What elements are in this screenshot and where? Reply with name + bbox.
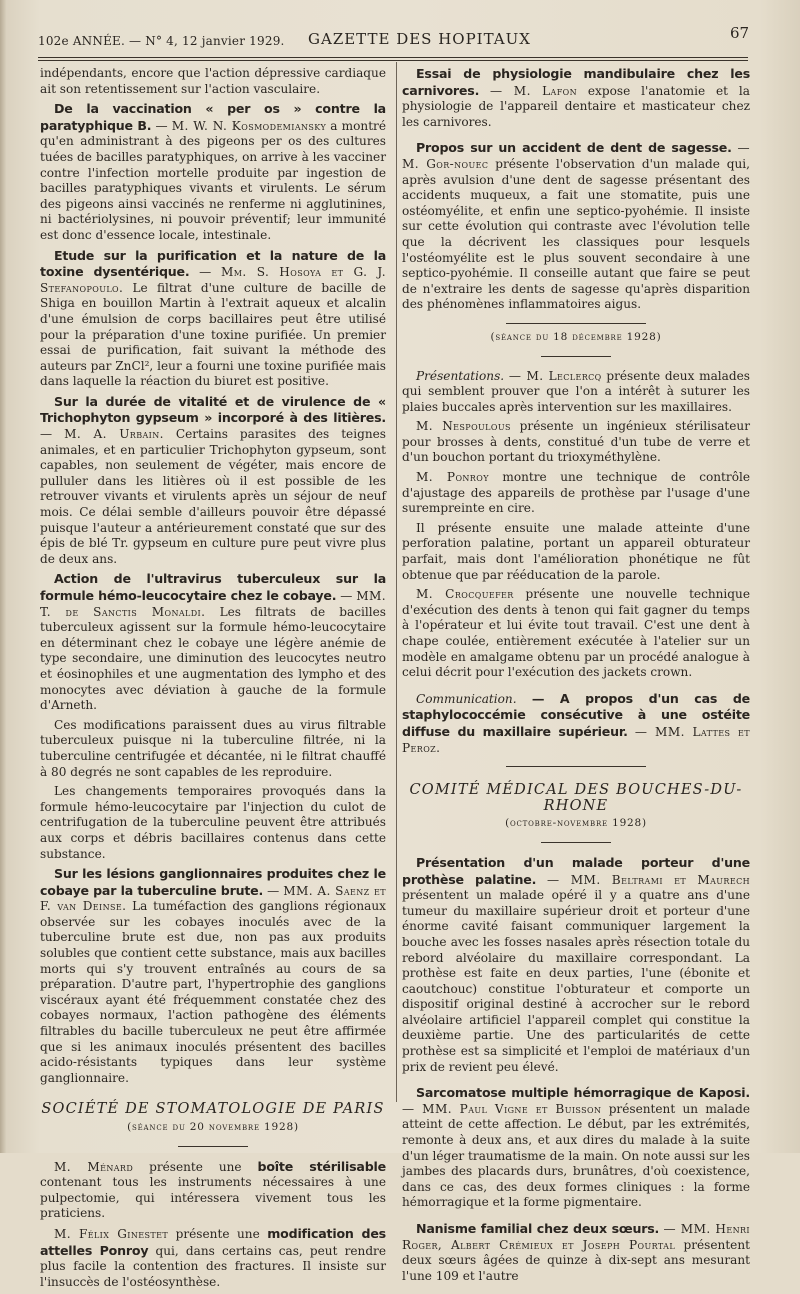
article-communication: [402, 691, 750, 756]
session-date: (séance du 18 décembre 1928): [490, 330, 662, 343]
page-number: 67: [730, 24, 750, 42]
society-heading: SOCIÉTÉ DE STOMATOLOGIE DE PARIS: [41, 1101, 385, 1118]
section-rule: [506, 323, 646, 324]
article-text: présente un ingénieux stérilisateur pour brosses à dents, constitué d'un tube de verre et d'un bouchon portant du trioxyméthylène.: [402, 419, 750, 465]
article-author: — MM. Henri Roger, Albert Crémieux et Joseph Pourtal: [402, 1222, 750, 1252]
article-text: Les filtrats de bacilles tuberculeux agissent sur la formule hémo-leucocytaire en déterminant chez le cobaye une légère anémie de type secondaire, une diminution des leucocytes neutro et éosinophiles et une augmentation des lympho et des monocytes avec déviation à gauche de la formule d'Arneth.: [40, 604, 386, 713]
article-author: M. A. Urbain.: [64, 427, 164, 442]
article-title: Nanisme familial chez deux sœurs.: [416, 1221, 660, 1236]
article-text: présente une: [149, 1159, 242, 1174]
article-author: M. W. N. Kosmodemiansky: [171, 118, 327, 133]
article-author: — MM. Paul Vigne et Buisson: [402, 1101, 602, 1116]
society-heading: COMITÉ MÉDICAL DES BOUCHES-DU-RHONE: [409, 782, 743, 814]
journal-title: GAZETTE DES HOPITAUX: [308, 30, 531, 48]
article-author: M. Ponroy: [416, 470, 489, 485]
article-text: qui, dans certains cas, peut rendre plus facile la contention des fractures. Il insiste sur l'insuccès de l'ostéosynthèse.: [40, 1243, 386, 1289]
article-kaposi: [402, 1085, 750, 1211]
article-attelles-ponroy: [40, 1226, 386, 1290]
article-dents-a-tenon: [402, 587, 750, 681]
section-rule: [541, 842, 611, 843]
article-nanisme: [402, 1221, 750, 1284]
paragraph-continuation: indépendants, encore que l'action dépressive cardiaque ait son retentissement sur l'action vasculaire.: [40, 66, 386, 96]
article-text: Certains parasites des teignes animales, et en particulier Trichophyton gypseum, sont capables, non seulement de végéter, mais encore de pulluler dans les litières où il est possible de les retrouver vivants et virulents après un séjour de neuf mois. Ce délai semble d'ailleurs pouvoir être dépassé puisque l'auteur a antérieurement constaté que sur des épis de blé Tr. gypseum en culture pure peut vivre plus de deux ans.: [40, 427, 386, 566]
article-title: Sarcomatose multiple hémorragique de Kaposi.: [416, 1085, 750, 1101]
article-text: présentent deux sœurs âgées de quinze à dix-sept ans mesurant l'une 109 et l'autre: [402, 1237, 750, 1283]
article-text: a montré qu'en administrant à des pigeons per os des cultures tuées de bacilles paratyphiques, on arrive à les vacciner contre l'infection mortelle produite par ingestion de bacilles paratyphiques vivants et virulents. Le sérum des pigeons ainsi vaccinés ne renferme ni agglutinines, ni bactériolysines, ni pouvoir préventif; leur immunité est donc d'essence locale, intestinale.: [40, 118, 386, 242]
article-author: Mm. S. Hosoya et G. J. Stefanopoulo.: [40, 265, 386, 295]
article-title: Sur les lésions ganglionnaires produites chez le cobaye par la tuberculine brute.: [40, 866, 386, 898]
article-paragraph: Il présente ensuite une malade atteinte d'une perforation palatine, portant un appareil obturateur parfait, mais dont l'amélioration phonétique ne fût obtenue que par rééducation de la parole.: [402, 520, 750, 582]
article-author: — MM. Beltrami et Maurech: [547, 872, 750, 887]
right-column: [402, 66, 750, 1288]
section-rule: [541, 356, 611, 357]
article-author: M. Félix Ginestet: [54, 1226, 169, 1241]
article-text: présente une nouvelle technique d'exécution des dents à tenon qui fait gagner du temps à l'opérateur et lui évite tout travail. C'est une dent à chape coulée, entièrement exécutée à l'atelier sur un modèle en amalgame obtenu par un procédé analogue à celui décrit pour l'exécution des jackets crown.: [402, 587, 750, 680]
article-boite-sterilisable: [40, 1159, 386, 1222]
article-ultravirus: Action de l'ultravirus tuberculeux sur la formule hémo-leucocytaire chez le cobaye. — MM. T. de Sanctis Monaldi. Les filtrats de bacilles tuberculeux agissent sur la formule hémo-leucocytaire en déterminant chez le cobaye une légère anémie de type secondaire, une diminution des leucocytes neutro et éosinophiles et une augmentation des lympho et des monocytes avec déviation à gauche de la formule d'Arneth.: [40, 571, 386, 713]
article-presentations: [402, 369, 750, 416]
page-header: [38, 18, 748, 54]
article-title: Propos sur un accident de dent de sagesse.: [416, 140, 732, 156]
article-text: présentent un malade atteint de cette affection. Le début, par les extrémités, remonte à deux ans, et aux dires du malade à la suite d'un léger traumatisme de la main. On note aussi sur les jambes des placards durs, brunâtres, d'où coexistence, dans ce cas, des deux formes cliniques : la forme hémorragique et la forme pigmentaire.: [402, 1101, 750, 1210]
article-author: — M. Leclercq: [508, 368, 602, 383]
article-author: — M. Lafon: [490, 83, 578, 98]
article-author: — MM. Lattes et Peroz.: [402, 724, 750, 755]
section-label: Présentations.: [416, 368, 505, 383]
column-divider: [396, 62, 397, 1102]
article-author: — M. Gor-nouec: [402, 141, 750, 171]
article-title: Sur la durée de vitalité et de virulence de « Trichophyton gypseum » incorporé à des litières.: [40, 393, 386, 426]
article-lesions-ganglionnaires: Sur les lésions ganglionnaires produites chez le cobaye par la tuberculine brute. — MM. A. Saenz et F. van Deinse. La tuméfaction des ganglions régionaux observée sur les cobayes inoculés avec de la tuberculine brute est due, non pas aux produits solubles que contient cette substance, mais aux bacilles morts qui s'y trouvent entraînés au cours de sa préparation. D'autre part, l'hypertrophie des ganglions viscéraux ayant été fréquemment constatée chez des cobayes normaux, l'action pathogène des éléments filtrables du bacille tuberculeux ne peut être affirmée que si les animaux inoculés présentent des bacilles acido-résistants typiques dans leur système ganglionnaire.: [40, 866, 386, 1085]
article-text: présente une: [175, 1226, 260, 1241]
article-author: M. Crocquefer: [416, 587, 514, 602]
section-label: Communication.: [416, 691, 517, 706]
article-text: contenant tous les instruments nécessaires à une pulpectomie, qui intéressera vivement tous les praticiens.: [40, 1175, 386, 1221]
article-trichophyton: Sur la durée de vitalité et de virulence de « Trichophyton gypseum » incorporé à des litières. — M. A. Urbain. Certains parasites des teignes animales, et en particulier Trichophyton gypseum, sont capables, non seulement de végéter, mais encore de pulluler dans les litières où il est possible de les retrouver vivants et virulents après un séjour de neuf mois. Ce délai semble d'ailleurs pouvoir être dépassé puisque l'auteur a antérieurement constaté que sur des épis de blé Tr. gypseum en culture pure peut vivre plus de deux ans.: [40, 393, 386, 566]
article-paragraph: Les changements temporaires provoqués dans la formule hémo-leucocytaire par l'injection du culot de centrifugation de la tuberculine peuvent être attribués aux corps et débris bacillaires contenus dans cette substance.: [40, 784, 386, 861]
article-physiologie-mandibulaire: [402, 66, 750, 130]
article-title: modification des attelles Ponroy: [40, 1225, 386, 1258]
article-paratyphique: De la vaccination « per os » contre la paratyphique B. — M. W. N. Kosmodemiansky a montré qu'en administrant à des pigeons per os des cultures tuées de bacilles paratyphiques, on arrive à les vacciner contre l'infection mortelle produite par ingestion de bacilles paratyphiques vivants et virulents. Le sérum des pigeons ainsi vaccinés ne renferme ni agglutinines, ni bactériolysines, ni pouvoir préventif; leur immunité est donc d'essence locale, intestinale.: [40, 101, 386, 242]
article-title: Etude sur la purification et la nature de la toxine dysentérique.: [40, 247, 386, 280]
article-toxine-dysenterique: Etude sur la purification et la nature de la toxine dysentérique. — Mm. S. Hosoya et G. J. Stefanopoulo. Le filtrat d'une culture de bacille de Shiga en bouillon Martin à l'extrait aqueux et alcalin d'une émulsion de corps bacillaires peut être utilisé pour la préparation d'une toxine purifiée. Un premier essai de purification, fait suivant la méthode des auteurs par ZnCl², leur a fourni une toxine purifiée mais dans laquelle la réaction du biuret est positive.: [40, 247, 386, 389]
article-title: boîte stérilisable: [257, 1158, 386, 1174]
session-date: (octobre-novembre 1928): [505, 817, 647, 830]
article-prothese-palatine: [402, 855, 750, 1075]
article-dent-de-sagesse: [402, 140, 750, 313]
page-left-edge: [0, 0, 6, 1153]
article-title: Action de l'ultravirus tuberculeux sur la formule hémo-leucocytaire chez le cobaye.: [40, 571, 386, 603]
article-paragraph: Ces modifications paraissent dues au virus filtrable tuberculeux puisque ni la tuberculine filtrée, ni la tuberculine centrifugée et décantée, ni le filtrat chauffé à 80 degrés ne sont capables de les reproduire.: [40, 717, 386, 779]
article-author: MM. A. Saenz et F. van Deinse.: [40, 883, 386, 914]
article-author: M. Ménard: [54, 1159, 134, 1174]
article-ajustage: [402, 470, 750, 517]
issue-info: 102e ANNÉE. — N° 4, 12 janvier 1929.: [38, 34, 285, 48]
article-author: M. Nespoulous: [416, 419, 511, 434]
article-title: De la vaccination « per os » contre la paratyphique B.: [40, 101, 386, 133]
article-author: MM. T. de Sanctis Monaldi.: [40, 589, 386, 619]
article-text: présentent un malade opéré il y a quatre ans d'une tumeur du maxillaire supérieur droit et porteur d'une énorme cavité faisant communiquer largement la bouche avec les fosses nasales après résection totale du rebord alvéolaire du maxillaire correspondant. La prothèse est faite en deux parties, l'une (ébonite et caoutchouc) constitue l'obturateur et comporte un dispositif original destiné à accrocher sur le rebord alvéolaire artificiel l'appareil complet qui constitue la deuxième partie. Une des particularités de cette prothèse est sa simplicité et l'emploi de matériaux d'un prix de revient peu élevé.: [402, 888, 750, 1074]
section-rule: [506, 766, 646, 767]
article-text: présente deux malades qui semblent prouver que l'on a intérêt à suturer les plaies buccales après intervention sur les maxillaires.: [402, 368, 750, 414]
header-rule-double: [38, 60, 748, 61]
left-column: [40, 66, 386, 1294]
article-title: — A propos d'un cas de staphylococcémie consécutive à une ostéite diffuse du maxillaire supérieur.: [402, 690, 750, 739]
article-title: Essai de physiologie mandibulaire chez les carnivores.: [402, 66, 750, 98]
session-date: (séance du 20 novembre 1928): [127, 1121, 299, 1133]
article-text: Le filtrat d'une culture de bacille de Shiga en bouillon Martin à l'extrait aqueux et alcalin d'une émulsion de corps bacillaires peut être utilisé pour la préparation d'une toxine purifiée. Un premier essai de purification, fait suivant la méthode des auteurs par ZnCl², leur a fourni une toxine purifiée mais dans laquelle la réaction du biuret est positive.: [40, 280, 386, 389]
article-title: Présentation d'un malade porteur d'une prothèse palatine.: [402, 854, 750, 887]
article-text: expose l'anatomie et la physiologie de l'appareil dentaire et masticateur chez les carnivores.: [402, 83, 750, 129]
section-rule: [178, 1146, 248, 1147]
article-sterilisateur: [402, 419, 750, 466]
article-text: La tuméfaction des ganglions régionaux observée sur les cobayes inoculés avec de la tuberculine brute est due, non pas aux produits solubles que contient cette substance, mais aux bacilles morts qui s'y trouvent entraînés au cours de sa préparation. D'autre part, l'hypertrophie des ganglions viscéraux ayant été fréquemment constatée chez des cobayes normaux, l'action pathogène des éléments filtrables du bacille tuberculeux ne peut être affirmée que si les animaux inoculés présentent des bacilles acido-résistants typiques dans leur système ganglionnaire.: [40, 899, 386, 1085]
article-text: montre une technique de contrôle d'ajustage des appareils de prothèse par l'usage d'une surempreinte en cire.: [402, 470, 750, 516]
header-rule: [38, 57, 748, 58]
article-text: présente l'observation d'un malade qui, après avulsion d'une dent de sagesse présentant des accidents muqueux, a fait une stomatite, puis une ostéomyélite, et enfin une septico-pyohémie. Il insiste sur cette évolution qui contraste avec l'évolution telle que la décrivent les classiques pour lesquels l'ostéomyélite est le plus souvent secondaire à une septico-pyohémie. Il conseille autant que faire se peut de n'extraire les dents de sagesse qu'après disparition des phénomènes inflammatoires aigus.: [402, 156, 750, 312]
